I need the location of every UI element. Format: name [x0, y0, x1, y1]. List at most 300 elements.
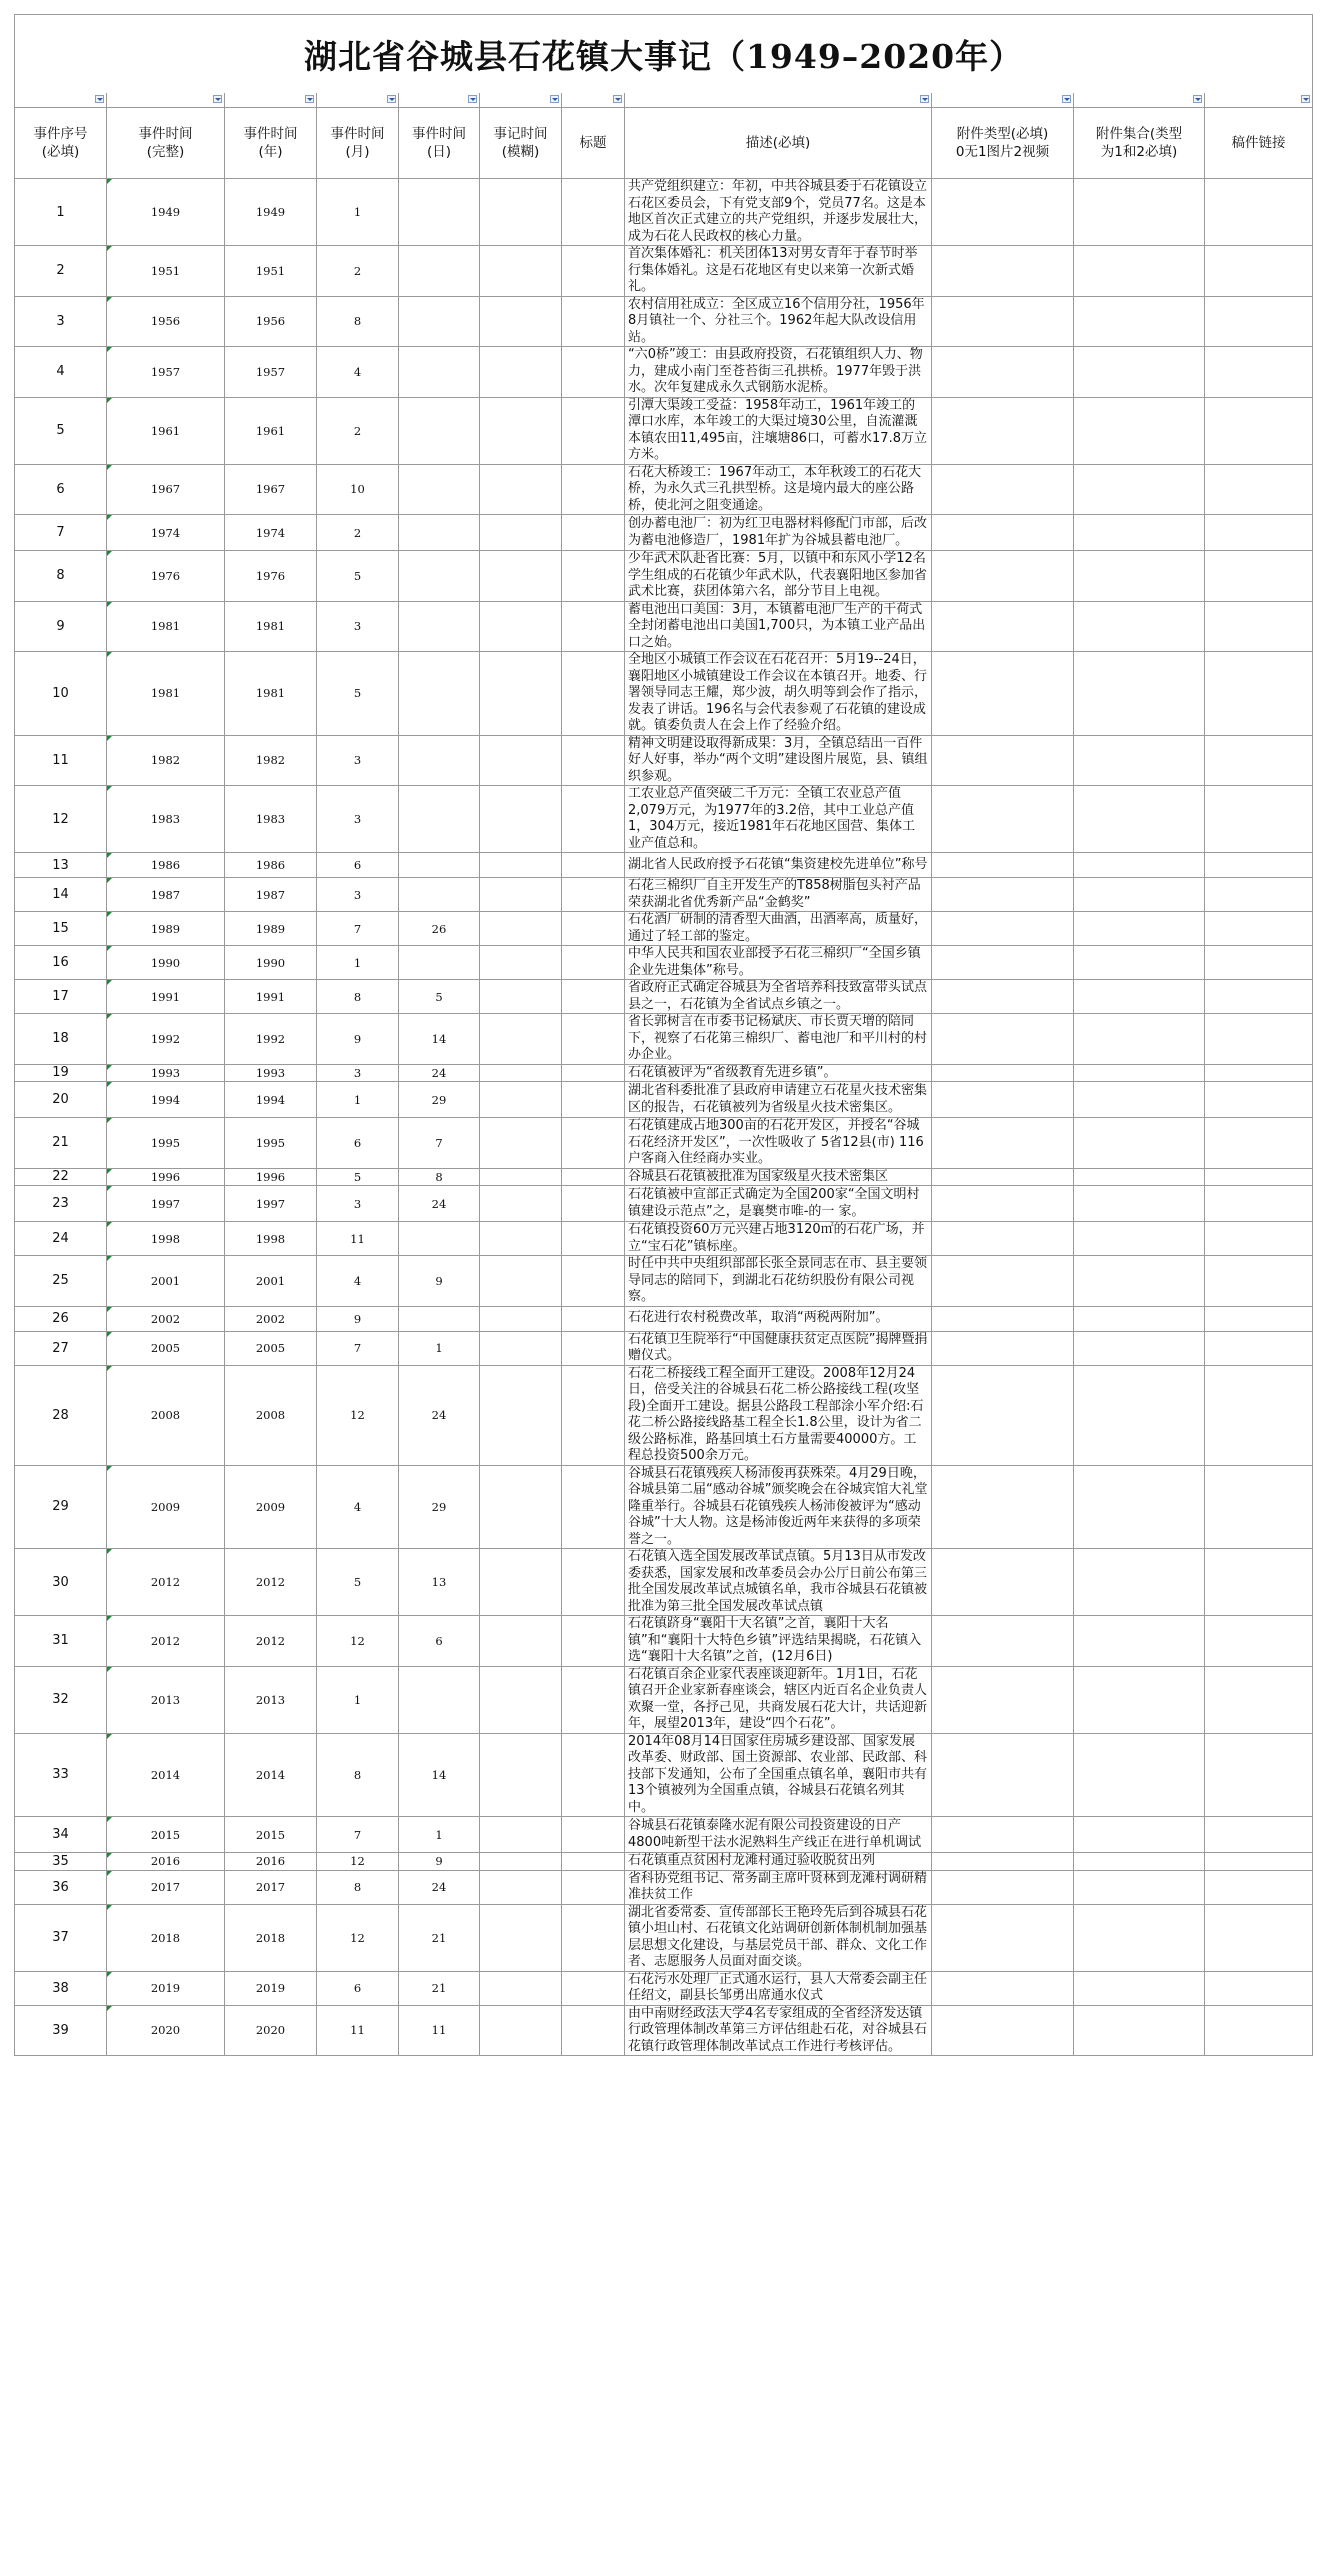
event-year-cell[interactable]: 1981 [225, 601, 317, 652]
event-date-full-cell[interactable]: 1974 [107, 515, 225, 551]
event-month-cell[interactable]: 12 [317, 1904, 399, 1971]
article-link-cell[interactable] [1205, 601, 1313, 652]
event-month-cell[interactable]: 8 [317, 1733, 399, 1817]
event-year-cell[interactable]: 2014 [225, 1733, 317, 1817]
filter-dropdown-icon[interactable] [305, 95, 314, 103]
fuzzy-date-cell[interactable] [480, 347, 562, 398]
article-link-cell[interactable] [1205, 652, 1313, 736]
event-day-cell[interactable]: 8 [399, 1168, 480, 1186]
event-year-cell[interactable]: 2019 [225, 1971, 317, 2005]
event-date-full-cell[interactable]: 1981 [107, 652, 225, 736]
title-cell[interactable] [562, 397, 625, 464]
event-month-cell[interactable]: 7 [317, 912, 399, 946]
article-link-cell[interactable] [1205, 1666, 1313, 1733]
title-cell[interactable] [562, 652, 625, 736]
event-number-cell[interactable]: 18 [15, 1014, 107, 1065]
attachment-type-cell[interactable] [932, 853, 1074, 878]
event-number-cell[interactable]: 7 [15, 515, 107, 551]
article-link-cell[interactable] [1205, 1365, 1313, 1465]
event-year-cell[interactable]: 2016 [225, 1853, 317, 1871]
event-number-cell[interactable]: 33 [15, 1733, 107, 1817]
fuzzy-date-cell[interactable] [480, 980, 562, 1014]
table-row[interactable] [15, 912, 1313, 946]
event-day-cell[interactable] [399, 551, 480, 602]
fuzzy-date-cell[interactable] [480, 1817, 562, 1853]
article-link-cell[interactable] [1205, 1014, 1313, 1065]
description-cell[interactable]: 2014年08月14日国家住房城乡建设部、国家发展改革委、财政部、国土资源部、农业部、民政部、科技部下发通知，公布了全国重点镇名单，襄阳市共有13个镇被列为全国重点镇，谷城县石花镇名列其中。 [625, 1733, 932, 1817]
event-number-cell[interactable]: 2 [15, 246, 107, 297]
event-day-cell[interactable] [399, 1666, 480, 1733]
attachment-set-cell[interactable] [1074, 878, 1205, 912]
title-cell[interactable] [562, 1256, 625, 1307]
event-day-cell[interactable] [399, 179, 480, 246]
event-year-cell[interactable]: 2015 [225, 1817, 317, 1853]
event-month-cell[interactable]: 2 [317, 246, 399, 297]
event-date-full-cell[interactable]: 1949 [107, 179, 225, 246]
attachment-type-cell[interactable] [932, 397, 1074, 464]
event-number-cell[interactable]: 35 [15, 1853, 107, 1871]
title-cell[interactable] [562, 1870, 625, 1904]
event-month-cell[interactable]: 8 [317, 1870, 399, 1904]
article-link-cell[interactable] [1205, 397, 1313, 464]
event-date-full-cell[interactable]: 2018 [107, 1904, 225, 1971]
article-link-cell[interactable] [1205, 1853, 1313, 1871]
filter-dropdown-icon[interactable] [95, 95, 104, 103]
event-month-cell[interactable]: 6 [317, 1971, 399, 2005]
event-number-cell[interactable]: 15 [15, 912, 107, 946]
article-link-cell[interactable] [1205, 946, 1313, 980]
article-link-cell[interactable] [1205, 735, 1313, 786]
attachment-set-cell[interactable] [1074, 912, 1205, 946]
event-day-cell[interactable] [399, 1306, 480, 1331]
event-date-full-cell[interactable]: 1976 [107, 551, 225, 602]
article-link-cell[interactable] [1205, 1331, 1313, 1365]
fuzzy-date-cell[interactable] [480, 1971, 562, 2005]
title-cell[interactable] [562, 347, 625, 398]
filter-dropdown-icon[interactable] [1062, 95, 1071, 103]
event-year-cell[interactable]: 1994 [225, 1082, 317, 1118]
event-date-full-cell[interactable]: 1983 [107, 786, 225, 853]
event-day-cell[interactable]: 24 [399, 1064, 480, 1082]
filter-dropdown-icon[interactable] [1301, 95, 1310, 103]
title-cell[interactable] [562, 1817, 625, 1853]
article-link-cell[interactable] [1205, 551, 1313, 602]
event-month-cell[interactable]: 7 [317, 1331, 399, 1365]
attachment-set-cell[interactable] [1074, 980, 1205, 1014]
event-month-cell[interactable]: 3 [317, 1186, 399, 1222]
article-link-cell[interactable] [1205, 1118, 1313, 1169]
event-year-cell[interactable]: 1961 [225, 397, 317, 464]
event-date-full-cell[interactable]: 1998 [107, 1222, 225, 1256]
column-header[interactable]: 事件序号 (必填) [15, 108, 107, 179]
attachment-type-cell[interactable] [932, 1870, 1074, 1904]
attachment-type-cell[interactable] [932, 601, 1074, 652]
event-month-cell[interactable]: 9 [317, 1306, 399, 1331]
event-month-cell[interactable]: 1 [317, 946, 399, 980]
attachment-set-cell[interactable] [1074, 347, 1205, 398]
event-year-cell[interactable]: 2002 [225, 1306, 317, 1331]
table-row[interactable] [15, 551, 1313, 602]
event-date-full-cell[interactable]: 1997 [107, 1186, 225, 1222]
title-cell[interactable] [562, 878, 625, 912]
event-month-cell[interactable]: 11 [317, 2005, 399, 2056]
column-header[interactable]: 附件类型(必填) 0无1图片2视频 [932, 108, 1074, 179]
article-link-cell[interactable] [1205, 515, 1313, 551]
table-row[interactable] [15, 1014, 1313, 1065]
attachment-set-cell[interactable] [1074, 1331, 1205, 1365]
description-cell[interactable]: 共产党组织建立：年初，中共谷城县委于石花镇设立石花区委员会，下有党支部9个，党员77名。这是本地区首次正式建立的共产党组织，并逐步发展壮大，成为石花人民政权的核心力量。 [625, 179, 932, 246]
event-month-cell[interactable]: 10 [317, 464, 399, 515]
title-cell[interactable] [562, 551, 625, 602]
event-year-cell[interactable]: 1991 [225, 980, 317, 1014]
title-cell[interactable] [562, 1549, 625, 1616]
filter-dropdown-icon[interactable] [613, 95, 622, 103]
event-number-cell[interactable]: 10 [15, 652, 107, 736]
attachment-set-cell[interactable] [1074, 1082, 1205, 1118]
table-row[interactable] [15, 515, 1313, 551]
attachment-type-cell[interactable] [932, 1118, 1074, 1169]
title-cell[interactable] [562, 786, 625, 853]
attachment-set-cell[interactable] [1074, 1064, 1205, 1082]
event-number-cell[interactable]: 1 [15, 179, 107, 246]
column-header[interactable]: 描述(必填) [625, 108, 932, 179]
event-number-cell[interactable]: 31 [15, 1616, 107, 1667]
attachment-set-cell[interactable] [1074, 397, 1205, 464]
event-number-cell[interactable]: 28 [15, 1365, 107, 1465]
attachment-type-cell[interactable] [932, 296, 1074, 347]
description-cell[interactable]: 石花镇被评为“省级教育先进乡镇”。 [625, 1064, 932, 1082]
event-day-cell[interactable] [399, 1222, 480, 1256]
event-year-cell[interactable]: 1981 [225, 652, 317, 736]
column-header[interactable]: 附件集合(类型 为1和2必填) [1074, 108, 1205, 179]
event-number-cell[interactable]: 13 [15, 853, 107, 878]
event-day-cell[interactable]: 24 [399, 1186, 480, 1222]
event-day-cell[interactable]: 21 [399, 1904, 480, 1971]
title-cell[interactable] [562, 912, 625, 946]
event-date-full-cell[interactable]: 2002 [107, 1306, 225, 1331]
article-link-cell[interactable] [1205, 1256, 1313, 1307]
title-cell[interactable] [562, 1168, 625, 1186]
fuzzy-date-cell[interactable] [480, 878, 562, 912]
description-cell[interactable]: 石花镇百余企业家代表座谈迎新年。1月1日，石花镇召开企业家新春座谈会，辖区内近百名企业负责人欢聚一堂，各抒己见，共商发展石花大计，共话迎新年，展望2013年，建设“四个石花”。 [625, 1666, 932, 1733]
fuzzy-date-cell[interactable] [480, 601, 562, 652]
table-row[interactable] [15, 296, 1313, 347]
event-date-full-cell[interactable]: 1981 [107, 601, 225, 652]
filter-dropdown-icon[interactable] [1193, 95, 1202, 103]
fuzzy-date-cell[interactable] [480, 652, 562, 736]
event-year-cell[interactable]: 1986 [225, 853, 317, 878]
description-cell[interactable]: 少年武术队赴省比赛：5月，以镇中和东风小学12名学生组成的石花镇少年武术队，代表襄阳地区参加省武术比赛，获团体第六名，部分节目上电视。 [625, 551, 932, 602]
event-month-cell[interactable]: 9 [317, 1014, 399, 1065]
event-day-cell[interactable] [399, 652, 480, 736]
event-number-cell[interactable]: 8 [15, 551, 107, 602]
event-date-full-cell[interactable]: 2008 [107, 1365, 225, 1465]
event-year-cell[interactable]: 1997 [225, 1186, 317, 1222]
event-date-full-cell[interactable]: 1991 [107, 980, 225, 1014]
event-day-cell[interactable] [399, 601, 480, 652]
table-row[interactable] [15, 1666, 1313, 1733]
table-row[interactable] [15, 652, 1313, 736]
attachment-set-cell[interactable] [1074, 1616, 1205, 1667]
event-date-full-cell[interactable]: 1989 [107, 912, 225, 946]
column-header[interactable]: 标题 [562, 108, 625, 179]
event-year-cell[interactable]: 1951 [225, 246, 317, 297]
attachment-set-cell[interactable] [1074, 1306, 1205, 1331]
attachment-type-cell[interactable] [932, 735, 1074, 786]
event-number-cell[interactable]: 29 [15, 1465, 107, 1549]
fuzzy-date-cell[interactable] [480, 1616, 562, 1667]
attachment-set-cell[interactable] [1074, 179, 1205, 246]
event-year-cell[interactable]: 2008 [225, 1365, 317, 1465]
attachment-type-cell[interactable] [932, 1616, 1074, 1667]
fuzzy-date-cell[interactable] [480, 735, 562, 786]
column-header[interactable]: 事件时间 (完整) [107, 108, 225, 179]
description-cell[interactable]: 石花镇入选全国发展改革试点镇。5月13日从市发改委获悉，国家发展和改革委员会办公厅日前公布第三批全国发展改革试点城镇名单，我市谷城县石花镇被批准为第三批全国发展改革试点镇 [625, 1549, 932, 1616]
description-cell[interactable]: 精神文明建设取得新成果：3月，全镇总结出一百件好人好事，举办“两个文明”建设图片展览，县、镇组织参观。 [625, 735, 932, 786]
table-row[interactable] [15, 397, 1313, 464]
attachment-type-cell[interactable] [932, 1331, 1074, 1365]
article-link-cell[interactable] [1205, 878, 1313, 912]
title-cell[interactable] [562, 1853, 625, 1871]
attachment-type-cell[interactable] [932, 1904, 1074, 1971]
attachment-type-cell[interactable] [932, 1222, 1074, 1256]
description-cell[interactable]: 首次集体婚礼：机关团体13对男女青年于春节时举行集体婚礼。这是石花地区有史以来第一次新式婚礼。 [625, 246, 932, 297]
fuzzy-date-cell[interactable] [480, 853, 562, 878]
event-month-cell[interactable]: 1 [317, 1666, 399, 1733]
attachment-type-cell[interactable] [932, 1465, 1074, 1549]
event-month-cell[interactable]: 1 [317, 1082, 399, 1118]
event-year-cell[interactable]: 1989 [225, 912, 317, 946]
attachment-set-cell[interactable] [1074, 2005, 1205, 2056]
title-cell[interactable] [562, 1222, 625, 1256]
event-number-cell[interactable]: 17 [15, 980, 107, 1014]
column-header[interactable]: 稿件链接 [1205, 108, 1313, 179]
event-year-cell[interactable]: 1974 [225, 515, 317, 551]
event-number-cell[interactable]: 20 [15, 1082, 107, 1118]
fuzzy-date-cell[interactable] [480, 1465, 562, 1549]
attachment-set-cell[interactable] [1074, 1666, 1205, 1733]
attachment-set-cell[interactable] [1074, 601, 1205, 652]
table-row[interactable] [15, 347, 1313, 398]
fuzzy-date-cell[interactable] [480, 551, 562, 602]
event-year-cell[interactable]: 1957 [225, 347, 317, 398]
article-link-cell[interactable] [1205, 179, 1313, 246]
attachment-type-cell[interactable] [932, 1168, 1074, 1186]
event-date-full-cell[interactable]: 1995 [107, 1118, 225, 1169]
title-cell[interactable] [562, 464, 625, 515]
attachment-type-cell[interactable] [932, 246, 1074, 297]
article-link-cell[interactable] [1205, 1465, 1313, 1549]
event-number-cell[interactable]: 16 [15, 946, 107, 980]
event-date-full-cell[interactable]: 1961 [107, 397, 225, 464]
attachment-set-cell[interactable] [1074, 515, 1205, 551]
fuzzy-date-cell[interactable] [480, 1904, 562, 1971]
title-cell[interactable] [562, 1118, 625, 1169]
description-cell[interactable]: 省长郭树言在市委书记杨斌庆、市长贾天增的陪同下，视察了石花第三棉织厂、蓄电池厂和平川村的村办企业。 [625, 1014, 932, 1065]
attachment-type-cell[interactable] [932, 1817, 1074, 1853]
table-row[interactable] [15, 1817, 1313, 1853]
event-month-cell[interactable]: 5 [317, 551, 399, 602]
attachment-set-cell[interactable] [1074, 735, 1205, 786]
title-cell[interactable] [562, 515, 625, 551]
event-day-cell[interactable] [399, 515, 480, 551]
attachment-type-cell[interactable] [932, 1853, 1074, 1871]
title-cell[interactable] [562, 735, 625, 786]
table-row[interactable] [15, 786, 1313, 853]
event-number-cell[interactable]: 37 [15, 1904, 107, 1971]
event-month-cell[interactable]: 12 [317, 1365, 399, 1465]
event-date-full-cell[interactable]: 1967 [107, 464, 225, 515]
event-month-cell[interactable]: 7 [317, 1817, 399, 1853]
event-number-cell[interactable]: 14 [15, 878, 107, 912]
fuzzy-date-cell[interactable] [480, 1256, 562, 1307]
description-cell[interactable]: 湖北省人民政府授予石花镇“集资建校先进单位”称号 [625, 853, 932, 878]
title-cell[interactable] [562, 1733, 625, 1817]
event-date-full-cell[interactable]: 2012 [107, 1549, 225, 1616]
event-date-full-cell[interactable]: 2001 [107, 1256, 225, 1307]
article-link-cell[interactable] [1205, 1306, 1313, 1331]
event-number-cell[interactable]: 19 [15, 1064, 107, 1082]
description-cell[interactable]: “六0桥”竣工：由县政府投资，石花镇组织人力、物力，建成小南门至苍苔街三孔拱桥。1977年毁于洪水。次年复建成永久式钢筋水泥桥。 [625, 347, 932, 398]
fuzzy-date-cell[interactable] [480, 1186, 562, 1222]
title-cell[interactable] [562, 246, 625, 297]
event-month-cell[interactable]: 2 [317, 397, 399, 464]
fuzzy-date-cell[interactable] [480, 1870, 562, 1904]
attachment-type-cell[interactable] [932, 515, 1074, 551]
article-link-cell[interactable] [1205, 1064, 1313, 1082]
event-number-cell[interactable]: 39 [15, 2005, 107, 2056]
attachment-type-cell[interactable] [932, 1365, 1074, 1465]
attachment-type-cell[interactable] [932, 1666, 1074, 1733]
event-year-cell[interactable]: 1983 [225, 786, 317, 853]
event-year-cell[interactable]: 1995 [225, 1118, 317, 1169]
event-day-cell[interactable]: 26 [399, 912, 480, 946]
description-cell[interactable]: 石花镇跻身“襄阳十大名镇”之首，襄阳十大名镇”和“襄阳十大特色乡镇”评选结果揭晓，石花镇入选“襄阳十大名镇”之首，(12月6日) [625, 1616, 932, 1667]
description-cell[interactable]: 省科协党组书记、常务副主席叶贤林到龙滩村调研精准扶贫工作 [625, 1870, 932, 1904]
title-cell[interactable] [562, 1616, 625, 1667]
event-month-cell[interactable]: 8 [317, 980, 399, 1014]
fuzzy-date-cell[interactable] [480, 1222, 562, 1256]
article-link-cell[interactable] [1205, 786, 1313, 853]
attachment-type-cell[interactable] [932, 980, 1074, 1014]
table-row[interactable] [15, 878, 1313, 912]
title-cell[interactable] [562, 601, 625, 652]
article-link-cell[interactable] [1205, 1870, 1313, 1904]
event-day-cell[interactable] [399, 464, 480, 515]
table-row[interactable] [15, 1256, 1313, 1307]
attachment-set-cell[interactable] [1074, 786, 1205, 853]
event-date-full-cell[interactable]: 2005 [107, 1331, 225, 1365]
article-link-cell[interactable] [1205, 464, 1313, 515]
attachment-set-cell[interactable] [1074, 1870, 1205, 1904]
event-year-cell[interactable]: 1956 [225, 296, 317, 347]
attachment-type-cell[interactable] [932, 2005, 1074, 2056]
event-number-cell[interactable]: 3 [15, 296, 107, 347]
event-day-cell[interactable] [399, 878, 480, 912]
event-date-full-cell[interactable]: 2020 [107, 2005, 225, 2056]
attachment-set-cell[interactable] [1074, 1465, 1205, 1549]
event-year-cell[interactable]: 1990 [225, 946, 317, 980]
event-month-cell[interactable]: 3 [317, 735, 399, 786]
attachment-set-cell[interactable] [1074, 1733, 1205, 1817]
attachment-set-cell[interactable] [1074, 1256, 1205, 1307]
event-month-cell[interactable]: 4 [317, 347, 399, 398]
column-header[interactable]: 事记时间 (模糊) [480, 108, 562, 179]
attachment-set-cell[interactable] [1074, 853, 1205, 878]
event-year-cell[interactable]: 1987 [225, 878, 317, 912]
attachment-type-cell[interactable] [932, 551, 1074, 602]
event-day-cell[interactable]: 5 [399, 980, 480, 1014]
table-row[interactable] [15, 853, 1313, 878]
fuzzy-date-cell[interactable] [480, 1733, 562, 1817]
attachment-set-cell[interactable] [1074, 1014, 1205, 1065]
title-cell[interactable] [562, 2005, 625, 2056]
table-row[interactable] [15, 1733, 1313, 1817]
description-cell[interactable]: 由中南财经政法大学4名专家组成的全省经济发达镇行政管理体制改革第三方评估组赴石花，对谷城县石花镇行政管理体制改革试点工作进行考核评估。 [625, 2005, 932, 2056]
event-year-cell[interactable]: 2005 [225, 1331, 317, 1365]
attachment-type-cell[interactable] [932, 464, 1074, 515]
event-month-cell[interactable]: 3 [317, 601, 399, 652]
event-number-cell[interactable]: 21 [15, 1118, 107, 1169]
table-row[interactable] [15, 1549, 1313, 1616]
event-month-cell[interactable]: 4 [317, 1256, 399, 1307]
attachment-type-cell[interactable] [932, 1549, 1074, 1616]
attachment-type-cell[interactable] [932, 652, 1074, 736]
event-year-cell[interactable]: 1982 [225, 735, 317, 786]
attachment-type-cell[interactable] [932, 1256, 1074, 1307]
article-link-cell[interactable] [1205, 1168, 1313, 1186]
article-link-cell[interactable] [1205, 347, 1313, 398]
event-month-cell[interactable]: 8 [317, 296, 399, 347]
event-day-cell[interactable]: 14 [399, 1014, 480, 1065]
event-date-full-cell[interactable]: 1990 [107, 946, 225, 980]
event-date-full-cell[interactable]: 1993 [107, 1064, 225, 1082]
event-date-full-cell[interactable]: 1957 [107, 347, 225, 398]
title-cell[interactable] [562, 296, 625, 347]
fuzzy-date-cell[interactable] [480, 515, 562, 551]
article-link-cell[interactable] [1205, 1971, 1313, 2005]
event-day-cell[interactable]: 24 [399, 1870, 480, 1904]
event-day-cell[interactable]: 9 [399, 1853, 480, 1871]
event-year-cell[interactable]: 1998 [225, 1222, 317, 1256]
article-link-cell[interactable] [1205, 980, 1313, 1014]
event-date-full-cell[interactable]: 2009 [107, 1465, 225, 1549]
event-date-full-cell[interactable]: 2019 [107, 1971, 225, 2005]
event-date-full-cell[interactable]: 1951 [107, 246, 225, 297]
event-number-cell[interactable]: 24 [15, 1222, 107, 1256]
event-month-cell[interactable]: 2 [317, 515, 399, 551]
event-day-cell[interactable]: 1 [399, 1331, 480, 1365]
filter-dropdown-icon[interactable] [468, 95, 477, 103]
description-cell[interactable]: 石花酒厂研制的清香型大曲酒，出酒率高，质量好，通过了轻工部的鉴定。 [625, 912, 932, 946]
article-link-cell[interactable] [1205, 912, 1313, 946]
description-cell[interactable]: 蓄电池出口美国：3月，本镇蓄电池厂生产的干荷式全封闭蓄电池出口美国1,700只，为本镇工业产品出口之始。 [625, 601, 932, 652]
table-row[interactable] [15, 735, 1313, 786]
description-cell[interactable]: 引潭大渠竣工受益：1958年动工，1961年竣工的潭口水库，本年竣工的大渠过境30公里，自流灌溉本镇农田11,495亩，注壤塘86口，可蓄水17.8万立方米。 [625, 397, 932, 464]
event-day-cell[interactable]: 13 [399, 1549, 480, 1616]
event-month-cell[interactable]: 12 [317, 1853, 399, 1871]
table-row[interactable] [15, 1331, 1313, 1365]
event-day-cell[interactable] [399, 735, 480, 786]
filter-dropdown-icon[interactable] [213, 95, 222, 103]
event-day-cell[interactable]: 9 [399, 1256, 480, 1307]
fuzzy-date-cell[interactable] [480, 786, 562, 853]
attachment-type-cell[interactable] [932, 1064, 1074, 1082]
event-day-cell[interactable] [399, 946, 480, 980]
event-day-cell[interactable]: 21 [399, 1971, 480, 2005]
event-year-cell[interactable]: 2012 [225, 1549, 317, 1616]
table-row[interactable] [15, 246, 1313, 297]
